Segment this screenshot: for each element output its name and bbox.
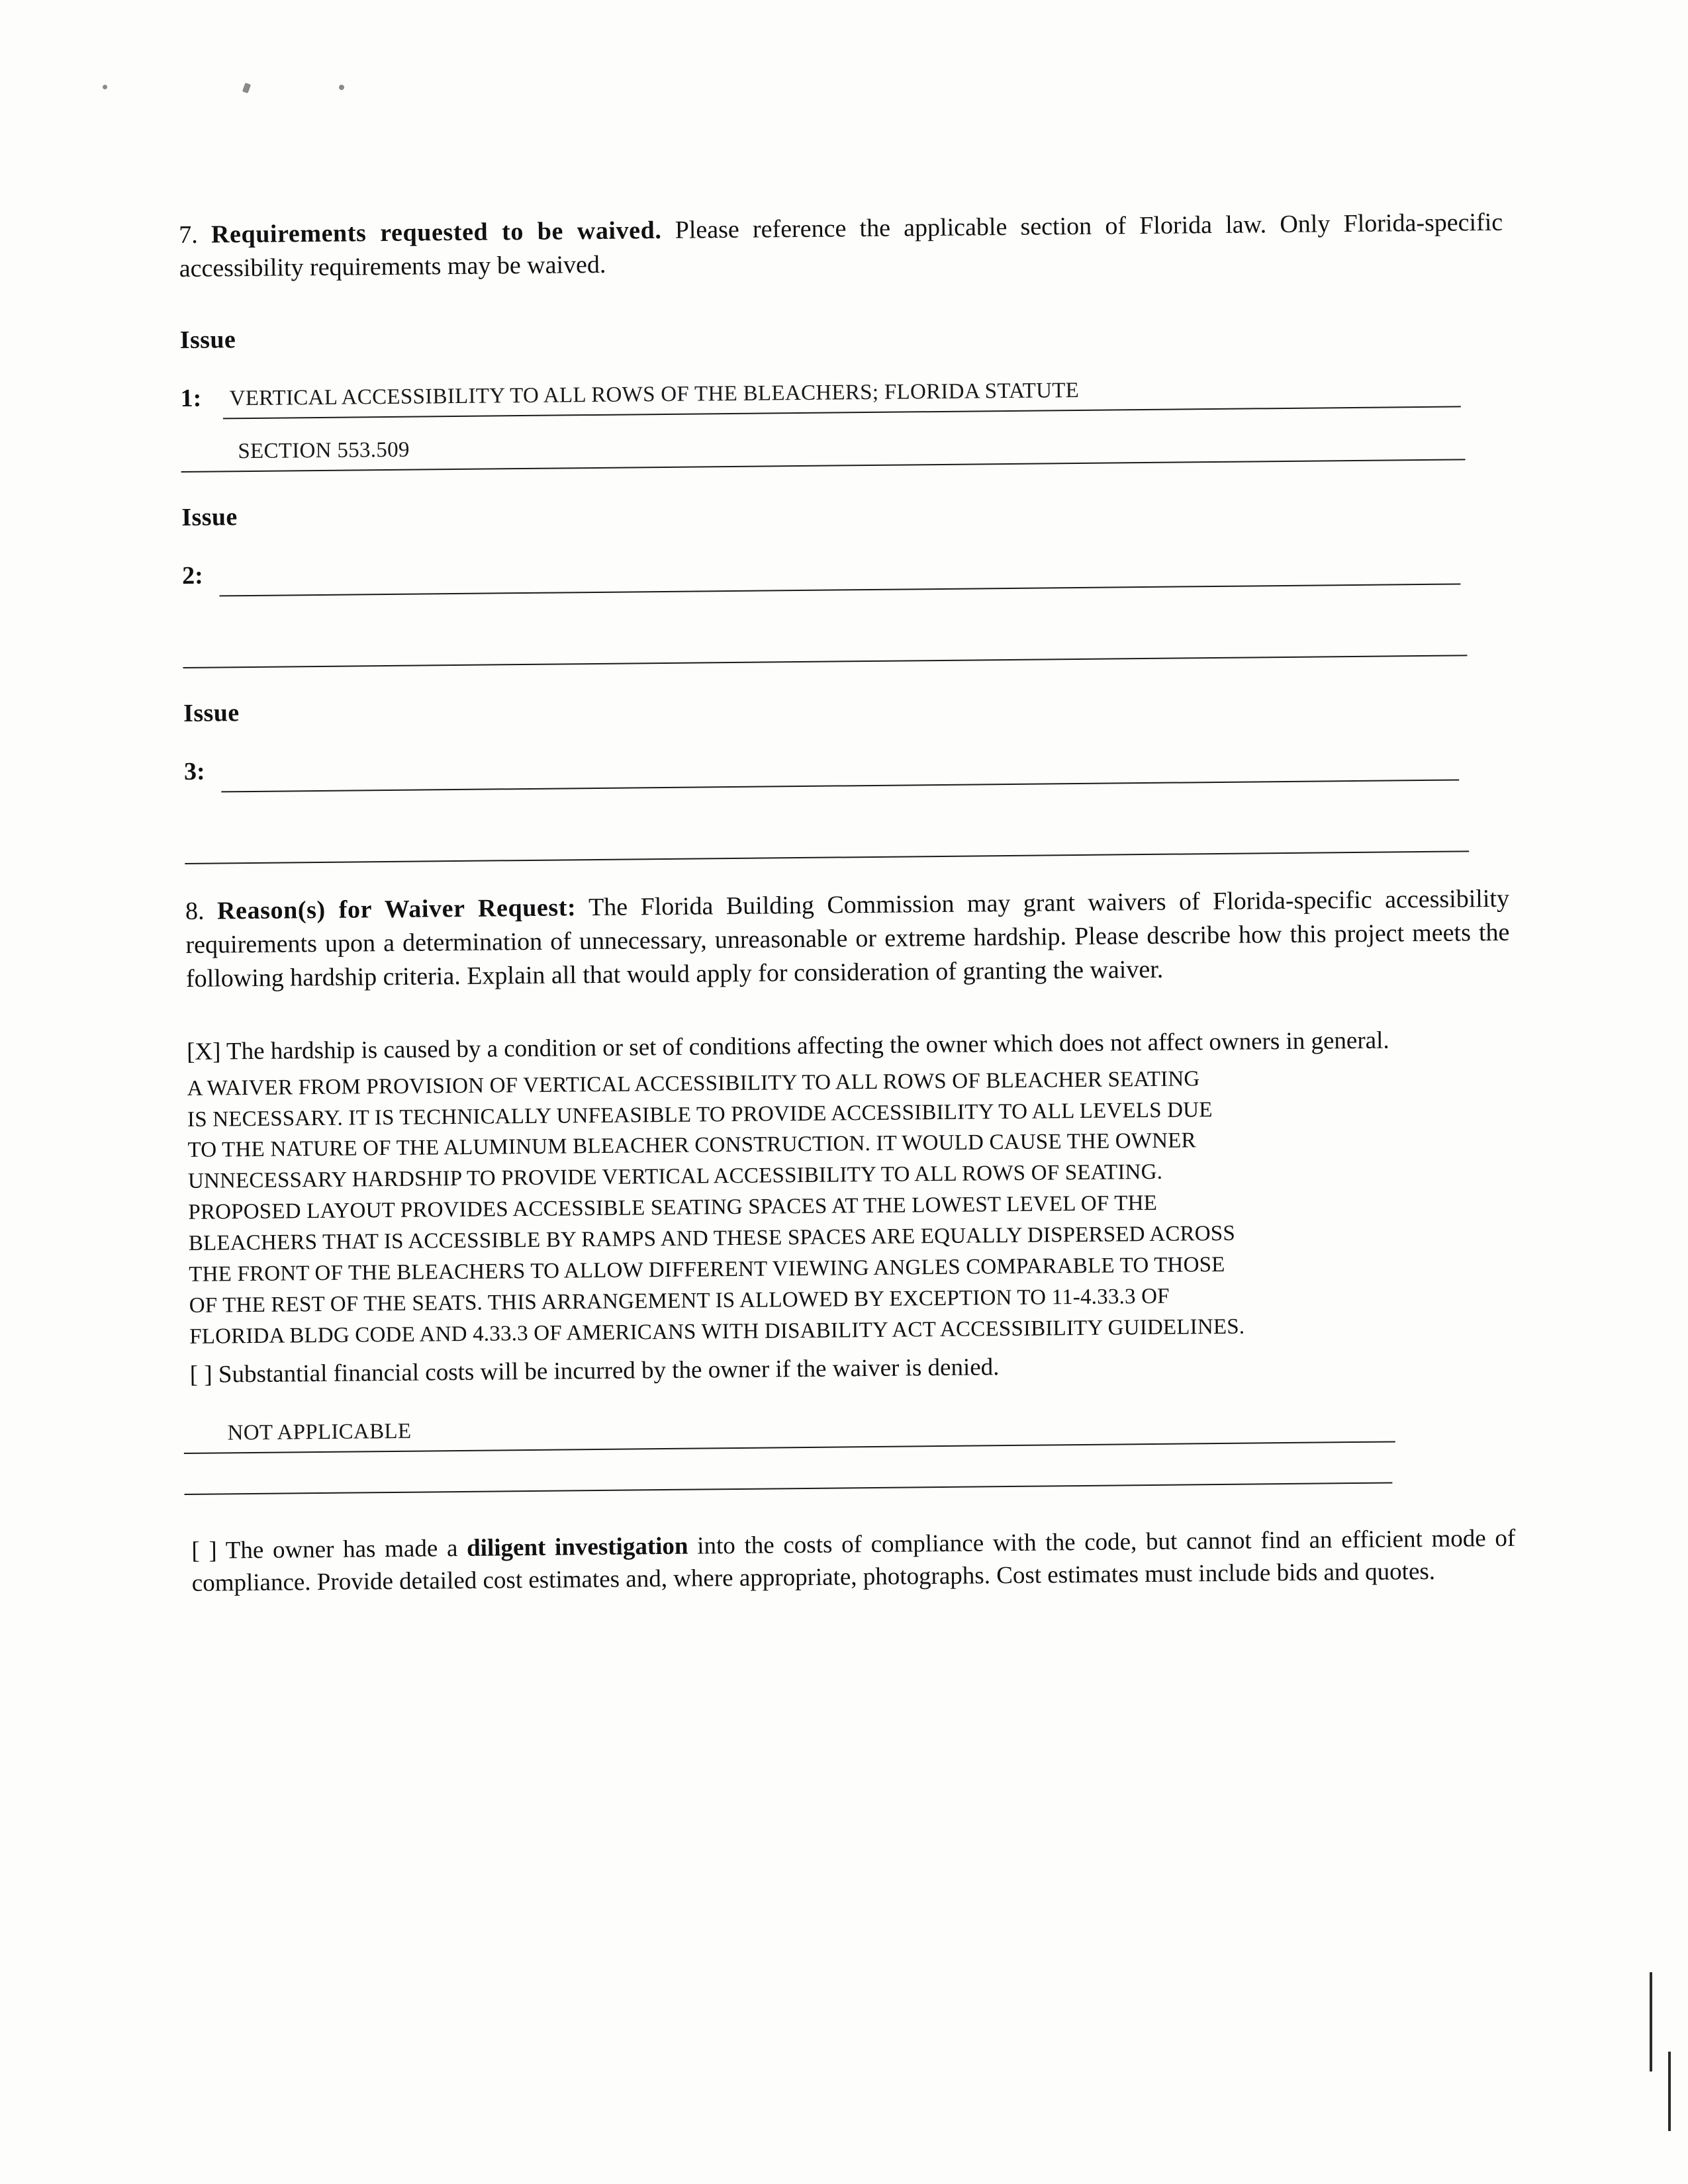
scan-speck bbox=[103, 85, 107, 89]
criterion-1-answer-line: PROPOSED LAYOUT PROVIDES ACCESSIBLE SEATING SPACES AT THE LOWEST LEVEL OF THE bbox=[188, 1191, 1158, 1225]
criterion-2-checkbox[interactable]: [ ] bbox=[189, 1361, 212, 1389]
issue-2-label: Issue bbox=[181, 502, 238, 531]
issue-1-text-line-1: VERTICAL ACCESSIBILITY TO ALL ROWS OF THE BLEACHERS; FLORIDA STATUTE bbox=[229, 378, 1080, 411]
issue-2-number: 2: bbox=[181, 561, 204, 590]
criterion-1-answer-line: IS NECESSARY. IT IS TECHNICALLY UNFEASIBLE TO PROVIDE ACCESSIBILITY TO ALL LEVELS DUE bbox=[187, 1097, 1213, 1132]
criterion-1-checkbox[interactable]: [X] bbox=[186, 1037, 221, 1066]
criterion-3-checkbox[interactable]: [ ] bbox=[191, 1537, 217, 1565]
criterion-1-answer bbox=[187, 1060, 1513, 1352]
criterion-1-text: The hardship is caused by a condition or set of conditions affecting the owner which does not affect owners in general. bbox=[226, 1026, 1389, 1065]
criterion-1-answer-line: BLEACHERS THAT IS ACCESSIBLE BY RAMPS AND THESE SPACES ARE EQUALLY DISPERSED ACROSS bbox=[188, 1221, 1236, 1255]
document-body bbox=[179, 206, 1516, 1600]
criterion-1-answer-line: UNNECESSARY HARDSHIP TO PROVIDE VERTICAL ACCESSIBILITY TO ALL ROWS OF SEATING. bbox=[187, 1160, 1163, 1194]
scan-edge-mark bbox=[1650, 1972, 1652, 2071]
criterion-3-text-bold: diligent investigation bbox=[466, 1532, 688, 1562]
criterion-3-text-before: The owner has made a bbox=[225, 1534, 458, 1565]
scan-speck bbox=[339, 85, 344, 90]
criterion-1-answer-line: FLORIDA BLDG CODE AND 4.33.3 OF AMERICANS WITH DISABILITY ACT ACCESSIBILITY GUIDELINES. bbox=[189, 1314, 1245, 1349]
section-8-body: The Florida Building Commission may grant waivers of Florida-specific accessibility requirements upon a determination of unnecessary, unreasonable or extreme hardship. Please describe how this project meets the following hardship criteria. Explain all that would apply for consideration of granting the waiver. bbox=[185, 884, 1510, 993]
section-8-title: Reason(s) for Waiver Request: bbox=[216, 893, 577, 925]
issue-1-number: 1: bbox=[180, 384, 202, 412]
section-7-number: 7. bbox=[179, 220, 198, 249]
criterion-3[interactable] bbox=[191, 1522, 1516, 1600]
section-7-title: Requirements requested to be waived. bbox=[211, 216, 662, 249]
section-8-heading bbox=[185, 882, 1510, 996]
criterion-1-answer-line: THE FRONT OF THE BLEACHERS TO ALLOW DIFFERENT VIEWING ANGLES COMPARABLE TO THOSE bbox=[189, 1252, 1225, 1287]
criterion-2-text: Substantial financial costs will be incurred by the owner if the waiver is denied. bbox=[218, 1353, 1000, 1388]
scan-edge-mark bbox=[1668, 2052, 1671, 2131]
issue-3-label: Issue bbox=[183, 698, 240, 727]
issue-1-text-line-2: SECTION 553.509 bbox=[238, 437, 410, 463]
section-8-number: 8. bbox=[185, 897, 205, 925]
criterion-3-text-after: into the costs of compliance with the code, but cannot find an efficient mode of compliance. Provide detailed cost estimates and, where appropriate, photographs. Cost estimates must include bids and quotes. bbox=[191, 1524, 1516, 1597]
scan-speck bbox=[242, 83, 251, 93]
issue-1-label: Issue bbox=[179, 325, 236, 354]
section-7-heading bbox=[179, 206, 1503, 286]
criterion-2-answer-text: NOT APPLICABLE bbox=[227, 1419, 412, 1445]
issue-3-number: 3: bbox=[183, 757, 205, 786]
criterion-1-answer-line: TO THE NATURE OF THE ALUMINUM BLEACHER CONSTRUCTION. IT WOULD CAUSE THE OWNER bbox=[187, 1128, 1196, 1163]
section-7-body: Please reference the applicable section of Florida law. Only Florida-specific accessibility requirements may be waived. bbox=[179, 208, 1503, 283]
criterion-1-answer-line: OF THE REST OF THE SEATS. THIS ARRANGEMENT IS ALLOWED BY EXCEPTION TO 11-4.33.3 OF bbox=[189, 1284, 1170, 1318]
criterion-1-answer-line: A WAIVER FROM PROVISION OF VERTICAL ACCESSIBILITY TO ALL ROWS OF BLEACHER SEATING bbox=[187, 1066, 1200, 1101]
